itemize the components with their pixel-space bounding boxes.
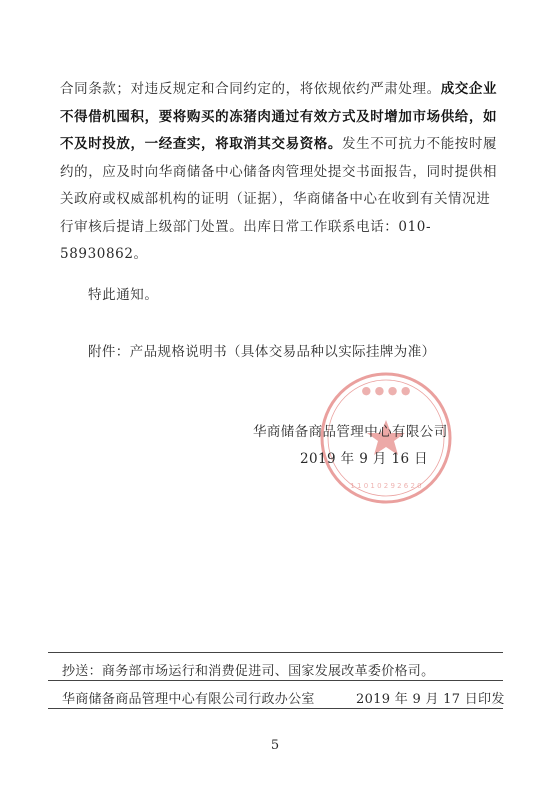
page-number: 5 [270,738,280,753]
footer-divider-middle [48,680,503,681]
paragraph-text-end: 发生不可抗力不能按时履约的，应及时向华商储备中心储备肉管理处提交书面报告，同时提供相关政府或权威部机构的证明（证据），华商储备中心在收到有关情况进行审核后提请上级部门处置。出库日常工作联系电话：010-58930862。 [60,136,498,262]
attachment-line: 附件：产品规格说明书（具体交易品种以实际挂牌为准） [88,344,436,360]
issuer-office: 华商储备商品管理中心有限公司行政办公室 [62,692,315,707]
svg-text:1 1 0 1 0 2 9 2 6 2 0: 1 1 0 1 0 2 9 2 6 2 0 [350,482,422,490]
cc-line: 抄送：商务部市场运行和消费促进司、国家发展改革委价格司。 [62,664,435,679]
footer-divider-bottom [48,708,503,709]
footer-divider-top [48,652,503,653]
notice-line: 特此通知。 [88,287,159,303]
paragraph-text-start: 合同条款；对违反规定和合同约定的，将依规依约严肃处理。 [60,81,441,97]
signature-date: 2019 年 9 月 16 日 [300,451,429,467]
signature-organization: 华商储备商品管理中心有限公司 [253,424,448,440]
emphasized-text: 成交企业不得借机囤积，要将购买的冻猪肉通过有效方式及时增加市场供给，如不及时投放，一经查实，将取消其交易资格。 [60,81,498,152]
issue-date: 2019 年 9 月 17 日印发 [356,692,505,707]
body-paragraph [60,76,500,269]
svg-text:● ● ● ●: ● ● ● ● [361,384,411,397]
